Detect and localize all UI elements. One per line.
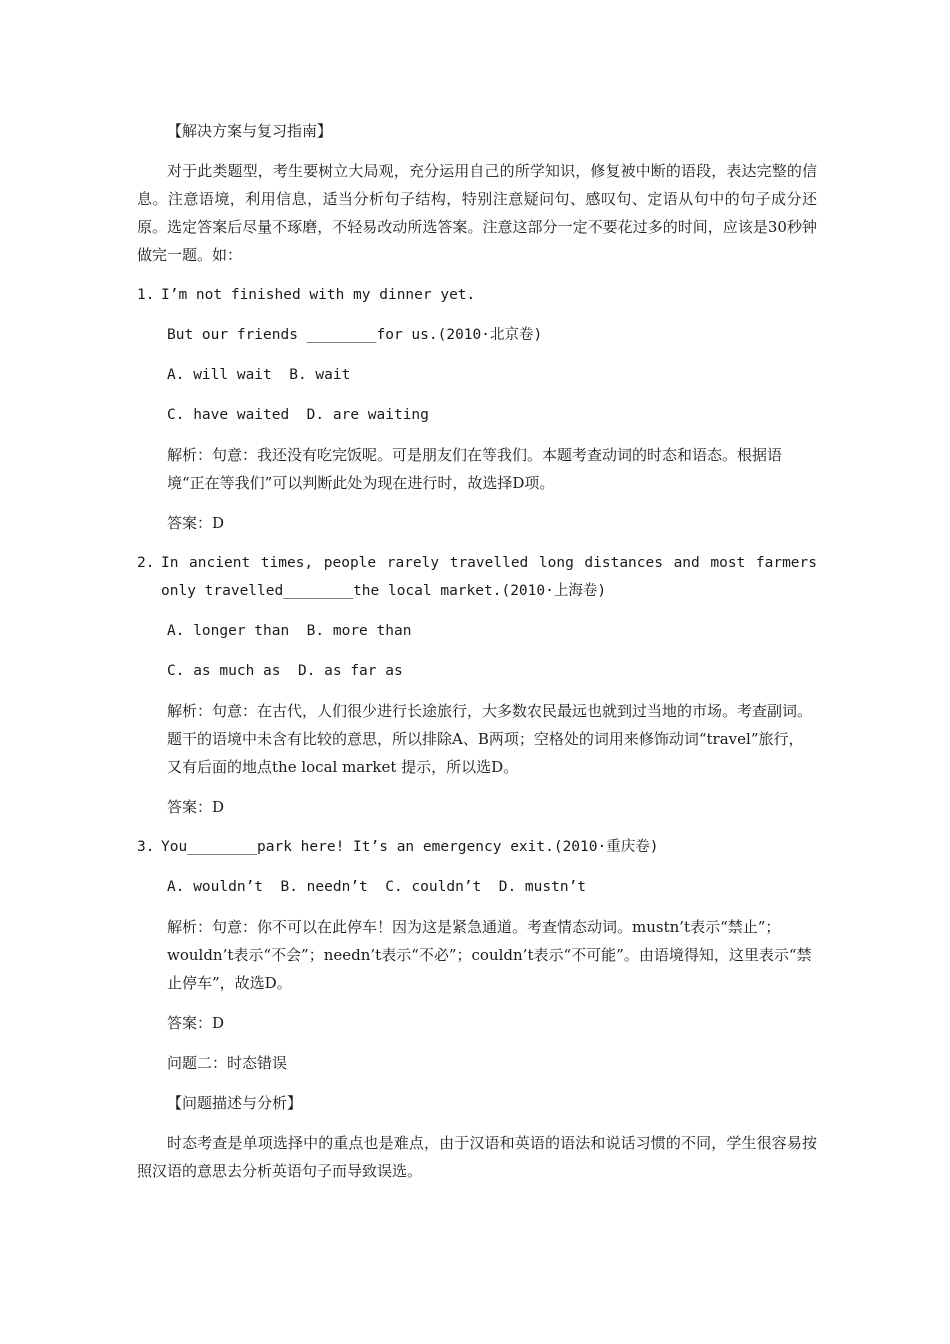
- question-number: 1.: [137, 287, 155, 303]
- question-number: 2.: [137, 555, 155, 571]
- question-stem: In ancient times, people rarely travelled long distances and most farmers only travelled________the local market.(2010·上海卷): [161, 555, 826, 599]
- question-3: [137, 833, 817, 1049]
- answer: 答案：D: [167, 1014, 225, 1032]
- analysis: 解析：句意：我还没有吃完饭呢。可是朋友们在等我们。本题考查动词的时态和语态。根据语境“正在等我们”可以判断此处为现在进行时，故选择D项。: [167, 446, 783, 492]
- document-page: [137, 117, 826, 1185]
- question-stem: You________park here! It’s an emergency exit.(2010·重庆卷): [161, 839, 659, 855]
- question-number: 3.: [137, 839, 155, 855]
- options-cd: C. have waited D. are waiting: [167, 407, 429, 423]
- options-abcd: A. wouldn’t B. needn’t C. couldn’t D. mustn’t: [167, 879, 587, 895]
- problem-two-paragraph: 时态考查是单项选择中的重点也是难点，由于汉语和英语的语法和说话习惯的不同，学生很容易按照汉语的意思去分析英语句子而导致误选。: [137, 1134, 817, 1180]
- analysis: 解析：句意：你不可以在此停车！因为这是紧急通道。考查情态动词。mustn’t表示“禁止”；wouldn’t表示“不会”；needn’t表示“不必”；couldn’t表示“不可能”。由语境得知，这里表示“禁止停车”，故选D。: [167, 918, 812, 992]
- question-stem-continued: But our friends ________for us.(2010·北京卷): [167, 327, 543, 343]
- options-ab: A. longer than B. more than: [167, 623, 412, 639]
- answer: 答案：D: [167, 798, 225, 816]
- analysis: 解析：句意：在古代，人们很少进行长途旅行，大多数农民最远也就到过当地的市场。考查副词。题干的语境中未含有比较的意思，所以排除A、B两项；空格处的词用来修饰动词“travel”旅行，又有后面的地点the local market 提示，所以选D。: [167, 702, 813, 776]
- problem-two-heading: 【问题描述与分析】: [167, 1094, 303, 1112]
- question-stem: I’m not finished with my dinner yet.: [161, 287, 476, 303]
- answer: 答案：D: [167, 514, 225, 532]
- question-2: [137, 549, 826, 833]
- options-ab: A. will wait B. wait: [167, 367, 351, 383]
- section-heading: 【解决方案与复习指南】: [167, 122, 333, 140]
- intro-paragraph: 对于此类题型，考生要树立大局观，充分运用自己的所学知识，修复被中断的语段，表达完整的信息。注意语境，利用信息，适当分析句子结构，特别注意疑问句、感叹句、定语从句中的句子成分还原。选定答案后尽量不琢磨，不轻易改动所选答案。注意这部分一定不要花过多的时间，应该是30秒钟做完一题。如：: [137, 162, 817, 264]
- options-cd: C. as much as D. as far as: [167, 663, 403, 679]
- problem-two-title: 问题二：时态错误: [167, 1054, 288, 1072]
- question-1: [137, 281, 817, 549]
